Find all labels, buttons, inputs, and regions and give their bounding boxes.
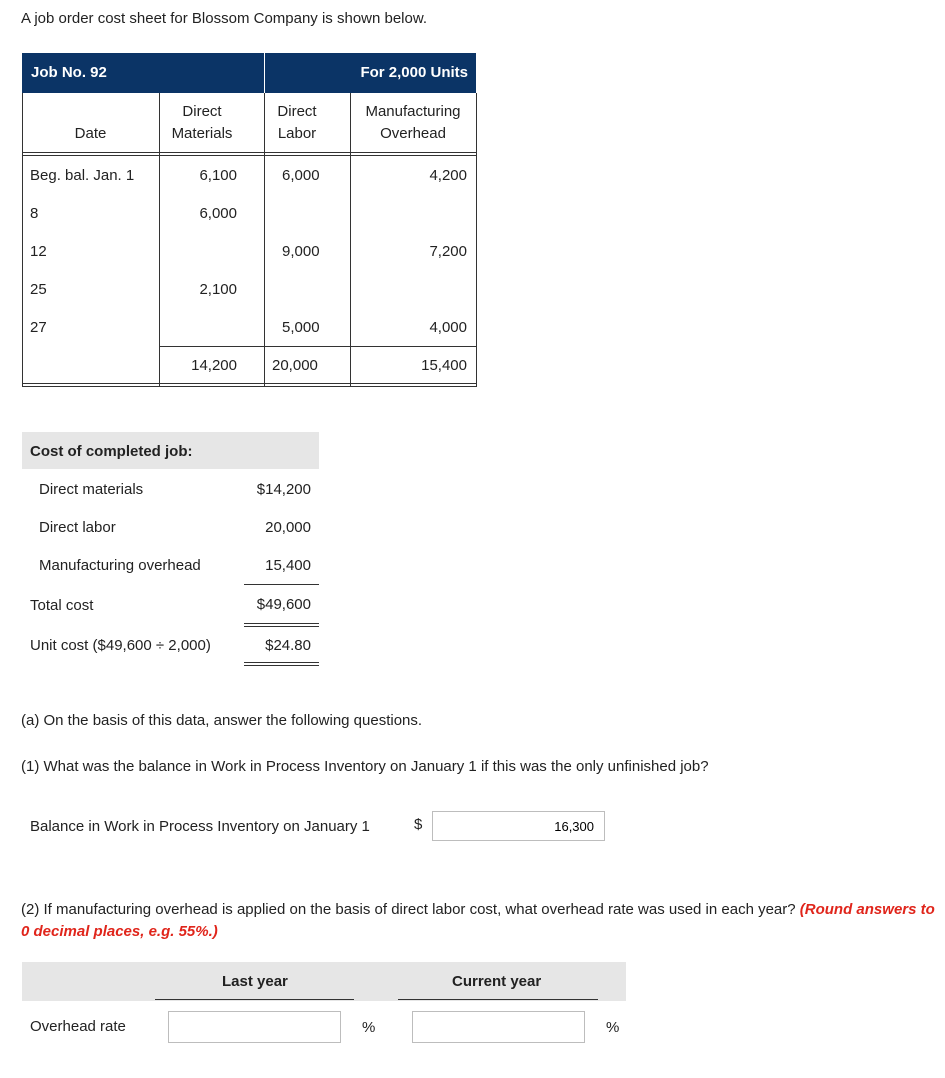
current-year-rule xyxy=(398,999,598,1000)
job-units: For 2,000 Units xyxy=(360,64,468,81)
header-double-rule xyxy=(22,152,477,156)
cc-subtotal-rule xyxy=(244,584,319,585)
cc-dl-value: 20,000 xyxy=(265,519,311,536)
row-3-dl: 9,000 xyxy=(282,243,320,260)
row-4-dm: 2,100 xyxy=(199,281,237,298)
table-divider-2 xyxy=(264,93,265,387)
cc-total-label: Total cost xyxy=(30,597,94,614)
question-2-hint-1: (Round answers to xyxy=(799,901,935,918)
cc-unit-value: $24.80 xyxy=(265,637,311,654)
col-date-label: Date xyxy=(74,125,107,142)
col-moh-header xyxy=(350,101,476,145)
row-5-date: 27 xyxy=(30,319,47,336)
completed-job-heading: Cost of completed job: xyxy=(22,432,319,469)
cc-dl-label: Direct labor xyxy=(39,519,116,536)
row-2-dm: 6,000 xyxy=(199,205,237,222)
cc-total-rule-1 xyxy=(244,623,319,624)
cc-unit-rule-1 xyxy=(244,662,319,663)
table-border-left xyxy=(22,93,23,387)
job-table-header xyxy=(22,53,476,93)
question-a: (a) On the basis of this data, answer the following questions. xyxy=(21,712,423,729)
col-date-header xyxy=(22,123,159,145)
intro-text: A job order cost sheet for Blossom Company is shown below. xyxy=(21,10,428,27)
question-1: (1) What was the balance in Work in Process Inventory on January 1 if this was the only unfinished job? xyxy=(21,758,709,775)
cc-moh-value: 15,400 xyxy=(265,557,311,574)
balance-label: Balance in Work in Process Inventory on January 1 xyxy=(30,818,370,835)
row-1-date: Beg. bal. Jan. 1 xyxy=(30,167,135,184)
total-dm: 14,200 xyxy=(191,357,237,374)
col-current-year: Current year xyxy=(452,973,542,990)
bottom-double-rule xyxy=(22,383,477,387)
cc-total-rule-2 xyxy=(244,626,319,627)
row-1-dm: 6,100 xyxy=(199,167,237,184)
row-4-date: 25 xyxy=(30,281,47,298)
row-1-dl: 6,000 xyxy=(282,167,320,184)
row-5-moh: 4,000 xyxy=(429,319,467,336)
current-year-rate-input[interactable] xyxy=(412,1011,585,1043)
question-2-hint-2: 0 decimal places, e.g. 55%.) xyxy=(21,923,218,940)
total-rule xyxy=(159,346,477,347)
question-2 xyxy=(21,899,943,943)
cc-total-value: $49,600 xyxy=(256,596,311,613)
col-moh-label-2: Overhead xyxy=(380,125,446,142)
current-year-percent: % xyxy=(606,1019,620,1036)
col-dm-label-1: Direct xyxy=(182,103,222,120)
last-year-rate-input[interactable] xyxy=(168,1011,341,1043)
balance-currency: $ xyxy=(414,816,423,833)
overhead-table-header xyxy=(22,962,626,1001)
col-last-year: Last year xyxy=(222,973,288,990)
total-moh: 15,400 xyxy=(421,357,467,374)
table-border-right xyxy=(476,93,477,387)
cc-dm-value: $14,200 xyxy=(256,481,311,498)
col-dm-label-2: Materials xyxy=(171,125,233,142)
row-3-date: 12 xyxy=(30,243,47,260)
cc-moh-label: Manufacturing overhead xyxy=(39,557,201,574)
row-2-date: 8 xyxy=(30,205,39,222)
last-year-percent: % xyxy=(362,1019,376,1036)
last-year-rule xyxy=(155,999,354,1000)
col-dl-label-1: Direct xyxy=(277,103,317,120)
row-1-moh: 4,200 xyxy=(429,167,467,184)
cc-unit-rule-2 xyxy=(244,665,319,666)
overhead-rate-label: Overhead rate xyxy=(30,1018,126,1035)
header-divider xyxy=(264,53,265,93)
cc-unit-label: Unit cost ($49,600 ÷ 2,000) xyxy=(30,637,211,654)
col-dl-label-2: Labor xyxy=(277,125,317,142)
col-dm-header xyxy=(159,101,245,145)
balance-input[interactable] xyxy=(432,811,605,841)
row-3-moh: 7,200 xyxy=(429,243,467,260)
table-divider-1 xyxy=(159,93,160,387)
col-moh-label-1: Manufacturing xyxy=(365,103,461,120)
row-5-dl: 5,000 xyxy=(282,319,320,336)
total-dl: 20,000 xyxy=(272,357,318,374)
table-divider-3 xyxy=(350,93,351,387)
job-number: Job No. 92 xyxy=(31,64,107,81)
cc-dm-label: Direct materials xyxy=(39,481,144,498)
col-dl-header xyxy=(264,101,330,145)
question-2-text: (2) If manufacturing overhead is applied on the basis of direct labor cost, what overhead rate was used in each year? xyxy=(21,901,796,918)
